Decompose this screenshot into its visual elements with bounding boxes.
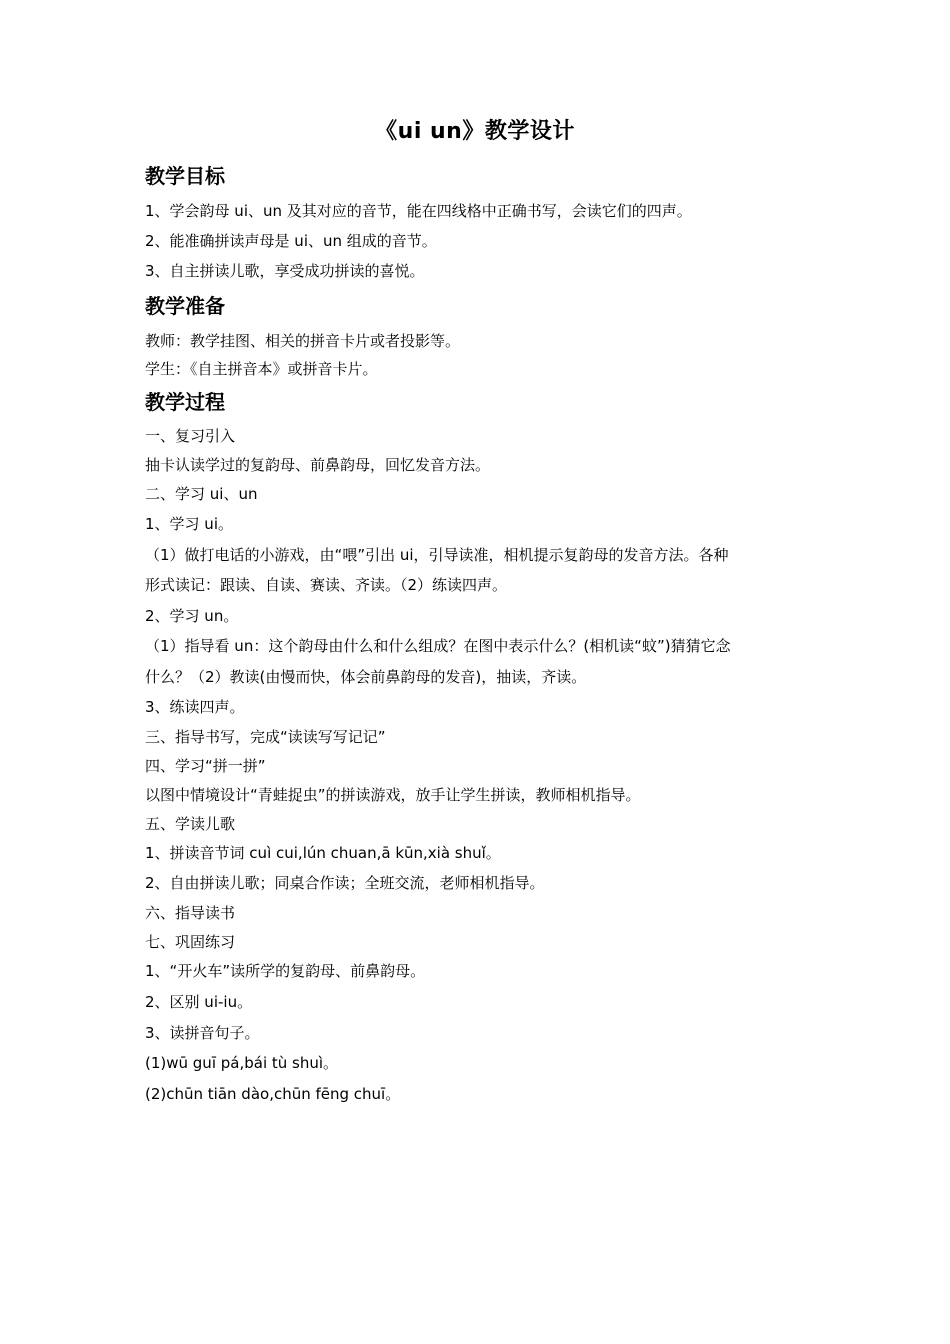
process-line-17: 六、指导读书 [145, 904, 236, 922]
process-line-21: 3、读拼音句子。 [145, 1024, 260, 1042]
process-line-19: 1、“开火车”读所学的复韵母、前鼻韵母。 [145, 962, 426, 980]
goal-line-2: 2、能准确拼读声母是 ui、un 组成的音节。 [145, 232, 437, 250]
process-line-4: 1、学习 ui。 [145, 515, 233, 533]
process-line-10: 3、练读四声。 [145, 698, 245, 716]
process-line-16: 2、自由拼读儿歌；同桌合作读；全班交流，老师相机指导。 [145, 874, 545, 892]
section-heading-goals: 教学目标 [145, 164, 225, 188]
goal-line-3: 3、自主拼读儿歌，享受成功拼读的喜悦。 [145, 262, 425, 280]
process-line-23: (2)chūn tiān dào,chūn fēng chuī。 [145, 1085, 401, 1103]
document-title: 《ui un》教学设计 [375, 119, 575, 144]
process-line-9: 什么？（2）教读(由慢而快，体会前鼻韵母的发音)，抽读，齐读。 [145, 668, 587, 686]
process-line-12: 四、学习“拼一拼” [145, 757, 266, 775]
process-line-6: 形式读记：跟读、自读、赛读、齐读。（2）练读四声。 [145, 576, 508, 594]
process-line-8: （1）指导看 un：这个韵母由什么和什么组成？在图中表示什么？(相机读“蚊”)猜猜它念 [145, 637, 731, 655]
process-line-15: 1、拼读音节词 cuì cui,lún chuan,ā kūn,xià shuǐ。 [145, 844, 501, 862]
goal-line-1: 1、学会韵母 ui、un 及其对应的音节，能在四线格中正确书写，会读它们的四声。 [145, 202, 692, 220]
process-line-13: 以图中情境设计“青蛙捉虫”的拼读游戏，放手让学生拼读，教师相机指导。 [145, 786, 641, 804]
process-line-2: 抽卡认读学过的复韵母、前鼻韵母，回忆发音方法。 [145, 456, 491, 474]
section-heading-preparation: 教学准备 [145, 294, 225, 318]
process-line-7: 2、学习 un。 [145, 607, 239, 625]
process-line-14: 五、学读儿歌 [145, 815, 236, 833]
process-line-18: 七、巩固练习 [145, 933, 236, 951]
process-line-11: 三、指导书写，完成“读读写写记记” [145, 728, 386, 746]
process-line-3: 二、学习 ui、un [145, 485, 258, 503]
preparation-line-1: 教师：教学挂图、相关的拼音卡片或者投影等。 [145, 332, 461, 350]
section-heading-process: 教学过程 [145, 390, 225, 414]
preparation-line-2: 学生：《自主拼音本》或拼音卡片。 [145, 360, 378, 378]
process-line-20: 2、区别 ui-iu。 [145, 993, 253, 1011]
process-line-22: (1)wū guī pá,bái tù shuì。 [145, 1054, 339, 1072]
process-line-5: （1）做打电话的小游戏，由“喂”引出 ui，引导读准，相机提示复韵母的发音方法。各种 [145, 546, 729, 564]
process-line-1: 一、复习引入 [145, 427, 236, 445]
